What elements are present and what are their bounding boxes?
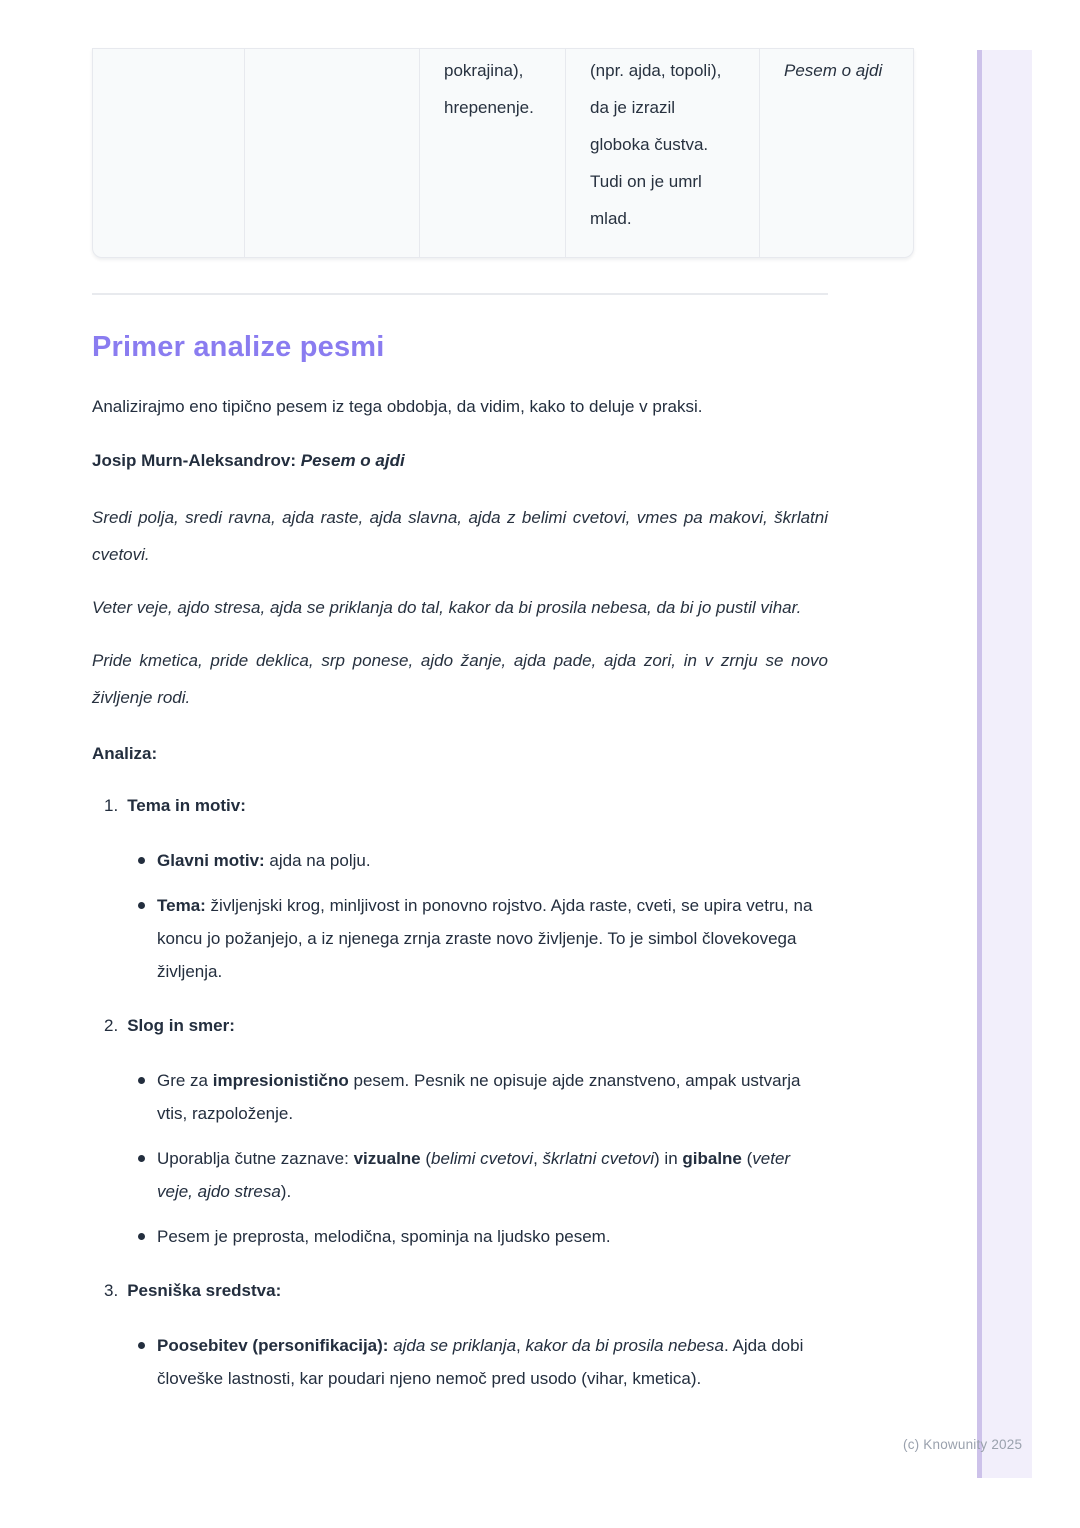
bullet-text: Poosebitev (personifikacija): ajda se priklanja, kakor da bi prosila nebesa. Ajda dobi človeške lastnosti, kar poudari njeno nemoč pred usodo (vihar, kmetica).	[157, 1336, 804, 1388]
list-item-number: 3.	[104, 1281, 119, 1300]
copyright-watermark: (c) Knowunity 2025	[903, 1437, 1023, 1452]
continuation-table	[92, 48, 914, 258]
bullet-text: Tema: življenjski krog, minljivost in ponovno rojstvo. Ajda raste, cveti, se upira vetru, na koncu jo požanjejo, a iz njenega zrnja zraste novo življenje. To je simbol človekovega življenja.	[157, 896, 813, 981]
bullet-item	[92, 844, 828, 877]
document-page	[92, 0, 883, 1395]
table-cell-4: (npr. ajda, topoli), da je izrazil globoka čustva. Tudi on je umrl mlad.	[566, 48, 760, 258]
bullet-dot-icon	[138, 1077, 145, 1084]
intro-paragraph: Analizirajmo eno tipično pesem iz tega obdobja, da vidim, kako to deluje v praksi.	[92, 397, 703, 416]
list-item-title: Slog in smer:	[127, 1016, 235, 1035]
bullet-dot-icon	[138, 902, 145, 909]
poem-stanza-3: Pride kmetica, pride deklica, srp ponese, ajdo žanje, ajda pade, ajda zori, in v zrnju se novo življenje rodi.	[92, 651, 828, 707]
next-page-preview-strip	[977, 50, 1032, 1478]
analysis-label: Analiza:	[92, 744, 158, 763]
bullet-text: Glavni motiv: ajda na polju.	[157, 851, 371, 870]
analysis-list	[92, 792, 828, 1395]
list-item-number: 2.	[104, 1016, 119, 1035]
bullet-dot-icon	[138, 1342, 145, 1349]
bullet-list-2	[92, 1064, 828, 1253]
table-cell-5: Pesem o ajdi	[760, 48, 914, 258]
bullet-text: Pesem je preprosta, melodična, spominja na ljudsko pesem.	[157, 1227, 611, 1246]
poem-stanza-2: Veter veje, ajdo stresa, ajda se priklanja do tal, kakor da bi prosila nebesa, da bi jo pustil vihar.	[92, 598, 802, 617]
bullet-dot-icon	[138, 1155, 145, 1162]
bullet-item	[92, 1220, 828, 1253]
table-cell-3: pokrajina), hrepenenje.	[420, 48, 566, 258]
bullet-text: Uporablja čutne zaznave: vizualne (belimi cvetovi, škrlatni cvetovi) in gibalne (veter veje, ajdo stresa).	[157, 1149, 791, 1201]
table-cell-1	[92, 48, 245, 258]
page-title: Primer analize pesmi	[92, 331, 385, 363]
list-item-3-header	[92, 1277, 828, 1305]
poem-author-line: Josip Murn-Aleksandrov: Pesem o ajdi	[92, 451, 405, 470]
bullet-item	[92, 889, 828, 988]
bullet-item	[92, 1064, 828, 1130]
bullet-dot-icon	[138, 1233, 145, 1240]
bullet-list-3	[92, 1329, 828, 1395]
list-item-number: 1.	[104, 796, 119, 815]
bullet-item	[92, 1329, 828, 1395]
poem-stanza-1: Sredi polja, sredi ravna, ajda raste, ajda slavna, ajda z belimi cvetovi, vmes pa makovi, škrlatni cvetovi.	[92, 508, 828, 564]
bullet-item	[92, 1142, 828, 1208]
table-cell-2	[245, 48, 420, 258]
list-item-title: Tema in motiv:	[127, 796, 246, 815]
bullet-text: Gre za impresionistično pesem. Pesnik ne opisuje ajde znanstveno, ampak ustvarja vtis, razpoloženje.	[157, 1071, 801, 1123]
list-item-title: Pesniška sredstva:	[127, 1281, 282, 1300]
bullet-list-1	[92, 844, 828, 988]
bullet-dot-icon	[138, 857, 145, 864]
table-row	[92, 48, 914, 258]
section-divider	[92, 293, 828, 295]
list-item-2-header	[92, 1012, 828, 1040]
list-item-1-header	[92, 792, 828, 820]
